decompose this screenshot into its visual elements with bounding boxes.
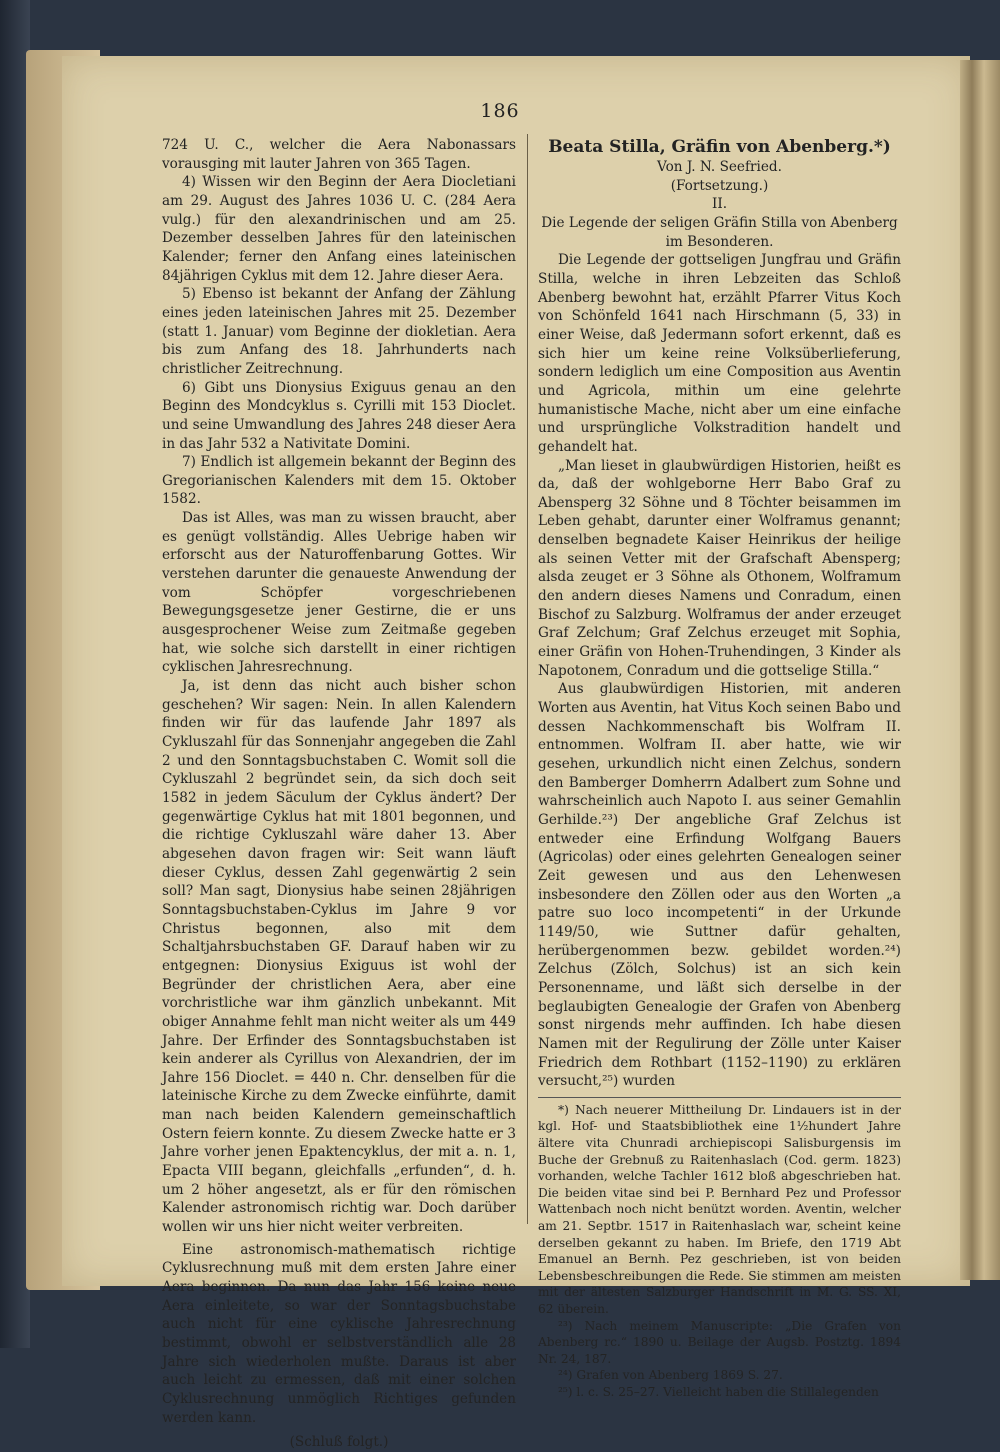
left-paragraph: 6) Gibt uns Dionysius Exiguus genau an den Beginn des Mondcyklus s. Cyrilli mit 153 Dioclet. und seine Umwandlung des Jahres 248 dieser Aera in das Jahr 532 a Nativitate Domini.: [162, 379, 516, 452]
left-paragraph: 4) Wissen wir den Beginn der Aera Diocletiani am 29. August des Jahres 1036 U. C. (284 Aera vulg.) für den alexandrinischen und am 25. Dezember desselben Jahres für den lateinischen Kalender; ferner den Anfang eines lateinischen 84jährigen Cyklus mit dem 12. Jahre dieser Aera.: [162, 174, 516, 284]
article-author: Von J. N. Seefried.: [657, 159, 782, 175]
left-paragraph: Ja, ist denn das nicht auch bisher schon geschehen? Wir sagen: Nein. In allen Kalendern finden wir für das laufende Jahr 1897 als Cykluszahl für das Sonnenjahr angegeben die Zahl 2 und den Sonntagsbuchstaben C. Womit soll die Cykluszahl 2 begründet sein, da sich doch seit 1582 in jedem Säculum der Cyklus ändert? Der gegenwärtige Cyklus hat mit 1801 begonnen, und die richtige Cykluszahl wäre daher 13. Aber abgesehen davon fragen wir: Seit wann läuft dieser Cyklus, dessen Zahl gegenwärtig 2 sein soll? Man sagt, Dionysius habe seinen 28jährigen Sonntagsbuchstaben-Cyklus im Jahre 9 vor Christus begonnen, also mit dem Schaltjahrsbuchstaben GF. Darauf haben wir zu entgegnen: Dionysius Exiguus ist wohl der Begründer der christlichen Aera, aber eine vorchristliche war ihm gänzlich unbekannt. Mit obiger Annahme fehlt man nicht weiter als um 449 Jahre. Der Erfinder des Sonntagsbuchstaben ist kein anderer als Cyrillus von Alexandrien, der im Jahre 156 Dioclet. = 440 n. Chr. denselben für die lateinische Kirche zu dem Zwecke einführte, damit man nach beiden Kalendern gemeinschaftlich Ostern feiern konnte. Zu diesem Zwecke hatte er 3 Jahre vorher jenen Epaktencyklus, der mit a. n. 1, Epacta VIII begann, gleichfalls „erfunden“, d. h. um 2 höher angesetzt, als er für den römischen Kalender astronomisch richtig war. Doch darüber wollen wir uns hier nicht weiter verbreiten.: [162, 678, 516, 1236]
section-number: II.: [711, 196, 728, 213]
left-paragraph: Das ist Alles, was man zu wissen braucht, aber es genügt vollständig. Alles Uebrige haben wir erforscht aus der Naturoffenbarung Gottes. Wir verstehen darunter die genaueste Anwendung der vom Schöpfer vorgeschriebenen Bewegungsgesetze jener Gestirne, die er uns ausgesprochener Weise zum Zeitmaße gegeben hat, wie solche sich darstellt in einer richtigen cyklischen Jahresrechnung.: [162, 510, 516, 676]
footnote: ²⁴) Grafen von Abenberg 1869 S. 27.: [558, 1368, 783, 1383]
footnotes: [538, 1097, 901, 1401]
page-number: 186: [480, 100, 520, 122]
to-be-continued: (Schluß folgt.): [289, 1434, 389, 1451]
left-paragraph: 7) Endlich ist allgemein bekannt der Beginn des Gregorianischen Kalenders mit dem 15. Oktober 1582.: [162, 454, 516, 508]
left-paragraph: 724 U. C., welcher die Aera Nabonassars vorausging mit lauter Jahren von 365 Tagen.: [162, 137, 516, 172]
right-paragraph: Die Legende der gottseligen Jungfrau und Gräfin Stilla, welche in ihren Lebzeiten das Schloß Abenberg bewohnt hat, erzählt Pfarrer Vitus Koch von Schönfeld 1641 nach Hirschmann (5, 33) in einer Weise, daß Jedermann sofort erkennt, daß es sich hier um keine reine Volksüberlieferung, sondern lediglich um eine Composition aus Aventin und Agricola, mithin um eine gelehrte humanistische Mache, nicht aber um eine einfache und ursprüngliche Volkstradition handelt und gehandelt hat.: [538, 252, 901, 455]
right-paragraph: Aus glaubwürdigen Historien, mit anderen Worten aus Aventin, hat Vitus Koch seinen Babo und dessen Nachkommenschaft bis Wolfram II. entnommen. Wolfram II. aber hatte, wie wir gesehen, urkundlich nicht einen Zelchus, sondern den Bamberger Domherrn Adalbert zum Sohne und wahrscheinlich auch Napoto I. aus seiner Gemahlin Gerhilde.²³) Der angebliche Graf Zelchus ist entweder eine Erfindung Wolfgang Bauers (Agricolas) oder eines gelehrten Genealogen seiner Zeit gewesen und aus den Lehenwesen insbesondere den Zöllen oder aus den Worten „a patre suo loco incompetenti“ in der Urkunde 1149/50, wie Suttner dafür gehalten, herübergenommen bezw. gebildet worden.²⁴) Zelchus (Zölch, Solchus) ist an sich kein Personenname, und läßt sich derselbe in der beglaubigten Genealogie der Grafen von Abenberg sonst nirgends mehr auffinden. Ich habe diesen Namen mit der Regulirung der Zölle unter Kaiser Friedrich dem Rothbart (1152–1190) zu erklären versucht,²⁵) wurden: [538, 681, 901, 1090]
footnote: ²⁵) l. c. S. 25–27. Vielleicht haben die Stillalegenden: [558, 1384, 879, 1399]
article-title: Beata Stilla, Gräfin von Abenberg.*): [548, 137, 891, 157]
book-gutter: [960, 60, 1000, 1280]
footnote: ²³) Nach meinem Manuscripte: „Die Grafen von Abenberg rc.“ 1890 u. Beilage der Augsb. Postztg. 1894 Nr. 24, 187.: [538, 1318, 901, 1366]
footnote: *) Nach neuerer Mittheilung Dr. Lindauers ist in der kgl. Hof- und Staatsbibliothek eine 1½hundert Jahre ältere vita Chunradi archiepiscopi Salisburgensis im Buche der Grebnuß zu Raitenhaslach (Cod. germ. 1823) vorhanden, welche Tachler 1612 bloß abgeschrieben hat. Die beiden vitae sind bei P. Bernhard Pez und Professor Wattenbach noch nicht benützt worden. Aventin, welcher am 21. Septbr. 1517 in Raitenhaslach war, scheint keine derselben gekannt zu haben. Im Briefe, den 1719 Abt Emanuel an Bernh. Pez geschrieben, ist von beiden Lebensbeschreibungen die Rede. Sie stimmen am meisten mit der ältesten Salzburger Handschrift in M. G. SS. XI, 62 überein.: [538, 1102, 901, 1316]
column-divider: [527, 134, 528, 1224]
continuation-note: (Fortsetzung.): [670, 177, 769, 194]
left-paragraph: Eine astronomisch-mathematisch richtige Cyklusrechnung muß mit dem ersten Jahre einer Aera beginnen. Da nun das Jahr 156 keine neue Aera einleitete, so war der Sonntagsbuchstabe auch nicht für eine cyklische Jahresrechnung bestimmt, obwohl er selbstverständlich alle 28 Jahre sich wiederholen mußte. Daraus ist aber auch leicht zu ermessen, daß mit einer solchen Cyklusrechnung unmöglich Richtiges gefunden werden kann.: [162, 1241, 516, 1426]
right-column: [538, 136, 901, 1401]
left-paragraph: 5) Ebenso ist bekannt der Anfang der Zählung eines jeden lateinischen Jahres mit 25. Dezember (statt 1. Januar) vom Beginne der diokletian. Aera bis zum Anfang des 18. Jahrhunderts nach christlicher Zeitrechnung.: [162, 286, 516, 377]
left-column: [162, 136, 516, 1452]
section-subtitle: Die Legende der seligen Gräfin Stilla von Abenberg im Besonderen.: [541, 214, 898, 250]
right-paragraph: „Man lieset in glaubwürdigen Historien, heißt es da, daß der wohlgeborne Herr Babo Graf zu Abensperg 32 Söhne und 8 Töchter beisammen im Leben gehabt, darunter einer Wolframus genannt; denselben begnadete Kaiser Heinrikus der heilige als seinen Vetter mit der Grafschaft Abensperg; alsda zeuget er 3 Söhne als Othonem, Wolframum den andern dieses Namens und Conradum, einen Bischof zu Salzburg. Wolframus der ander erzeuget Graf Zelchum; Graf Zelchus erzeuget mit Sophia, einer Gräfin von Hohen-Truhendingen, 3 Kinder als Napotonem, Conradum und die gottselige Stilla.“: [538, 457, 901, 679]
